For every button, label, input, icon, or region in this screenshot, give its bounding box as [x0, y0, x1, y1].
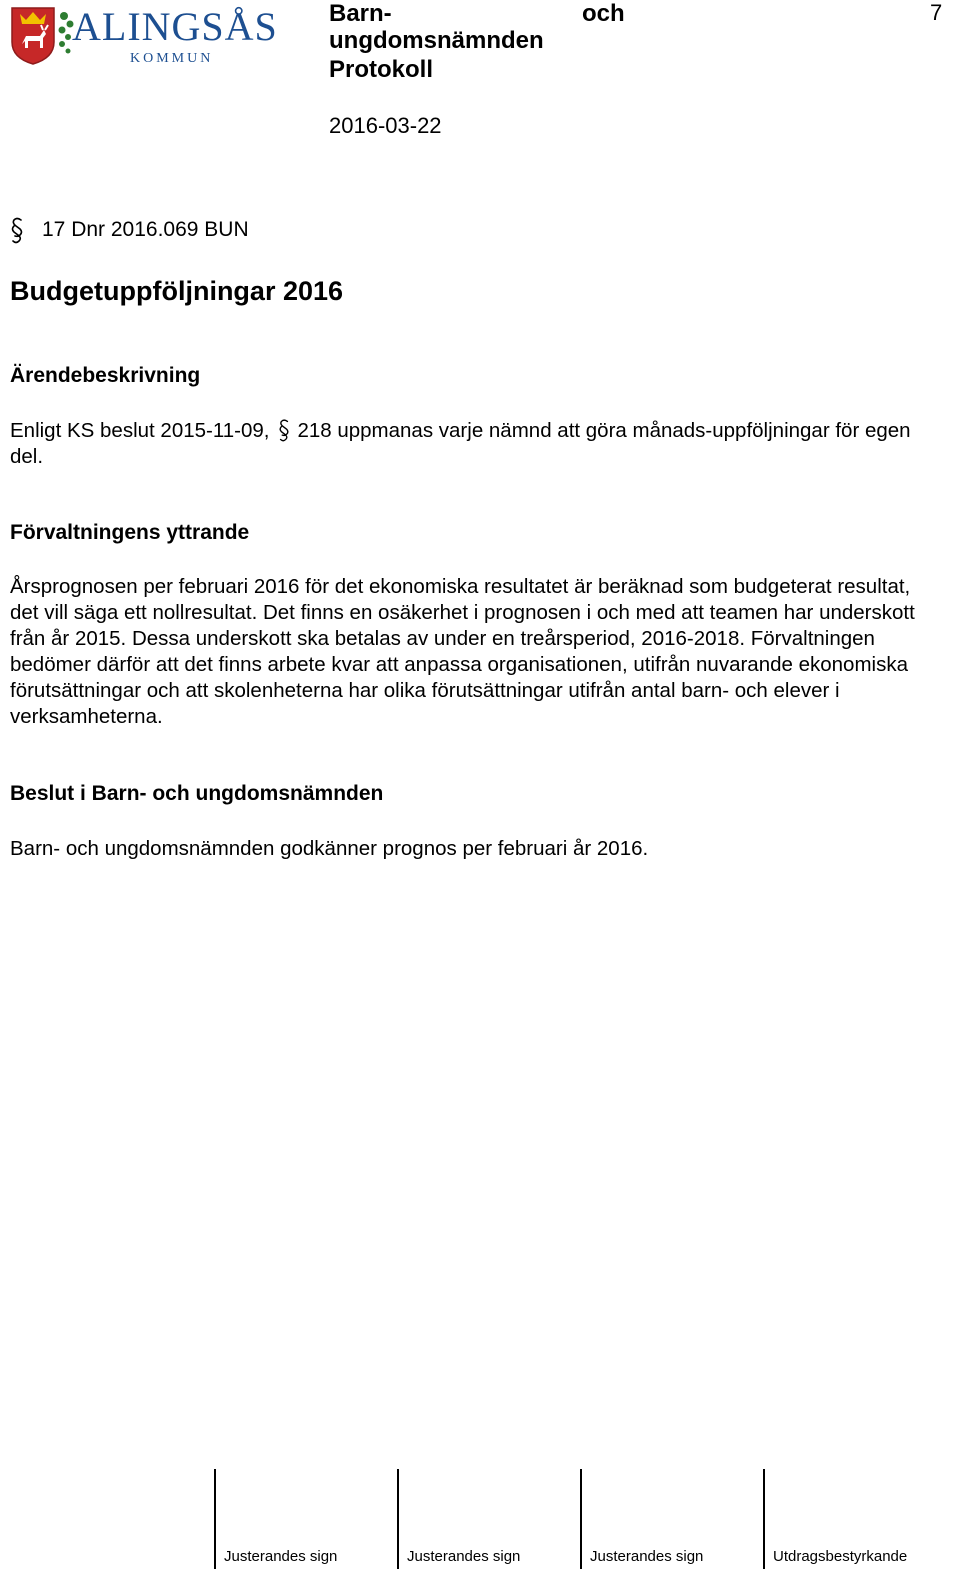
registration-number: Dnr 2016.069 BUN	[71, 218, 249, 241]
case-reference	[10, 216, 249, 244]
page-number: 7	[930, 0, 943, 25]
description-text-part2: 218 uppmanas varje nämnd att göra månads-uppföljningar för egen del.	[10, 419, 911, 468]
logo-wordmark: ALINGSÅS	[72, 4, 278, 49]
signature-divider	[397, 1469, 399, 1569]
committee-name-line2: ungdomsnämnden	[329, 27, 544, 54]
paragraph-sign-icon	[277, 418, 291, 442]
signature-divider	[214, 1469, 216, 1569]
document-type: Protokoll	[329, 56, 434, 83]
signature-label: Justerandes sign	[224, 1548, 338, 1565]
alingsas-logo	[10, 4, 290, 66]
committee-name-och: och	[582, 0, 625, 27]
opinion-text: Årsprognosen per februari 2016 för det ekonomiska resultatet är beräknad som budgeterat resultat, det vill säga ett nollresultat. Det finns en osäkerhet i prognosen i och med att teamen har underskott från år 2015. Dessa underskott ska betalas av under en treårsperiod, 2016-2018. Förvaltningen bedömer därför att det finns arbete kvar att anpassa organisationen, utifrån nuvarande ekonomiska förutsättningar och att skolenheterna har olika förutsättningar utifrån antal barn- och elever i verksamheterna.	[10, 575, 915, 728]
decision-text: Barn- och ungdomsnämnden godkänner prognos per februari år 2016.	[10, 837, 649, 860]
paragraph-sign-icon	[10, 216, 24, 244]
committee-name-line1: Barn-	[329, 0, 392, 27]
description-text-part1: Enligt KS beslut 2015-11-09,	[10, 419, 270, 442]
section-heading-description: Ärendebeskrivning	[10, 364, 201, 387]
signature-label: Justerandes sign	[590, 1548, 704, 1565]
description-text	[10, 418, 940, 470]
signature-label: Justerandes sign	[407, 1548, 521, 1565]
meeting-date: 2016-03-22	[329, 113, 442, 138]
section-heading-decision: Beslut i Barn- och ungdomsnämnden	[10, 782, 384, 805]
section-heading-opinion: Förvaltningens yttrande	[10, 521, 250, 544]
signature-divider	[763, 1469, 765, 1569]
signature-label: Utdragsbestyrkande	[773, 1548, 908, 1565]
page-title: Budgetuppföljningar 2016	[10, 276, 344, 306]
logo-subtext: KOMMUN	[130, 51, 214, 66]
paragraph-number: 17	[42, 218, 66, 241]
signature-divider	[580, 1469, 582, 1569]
